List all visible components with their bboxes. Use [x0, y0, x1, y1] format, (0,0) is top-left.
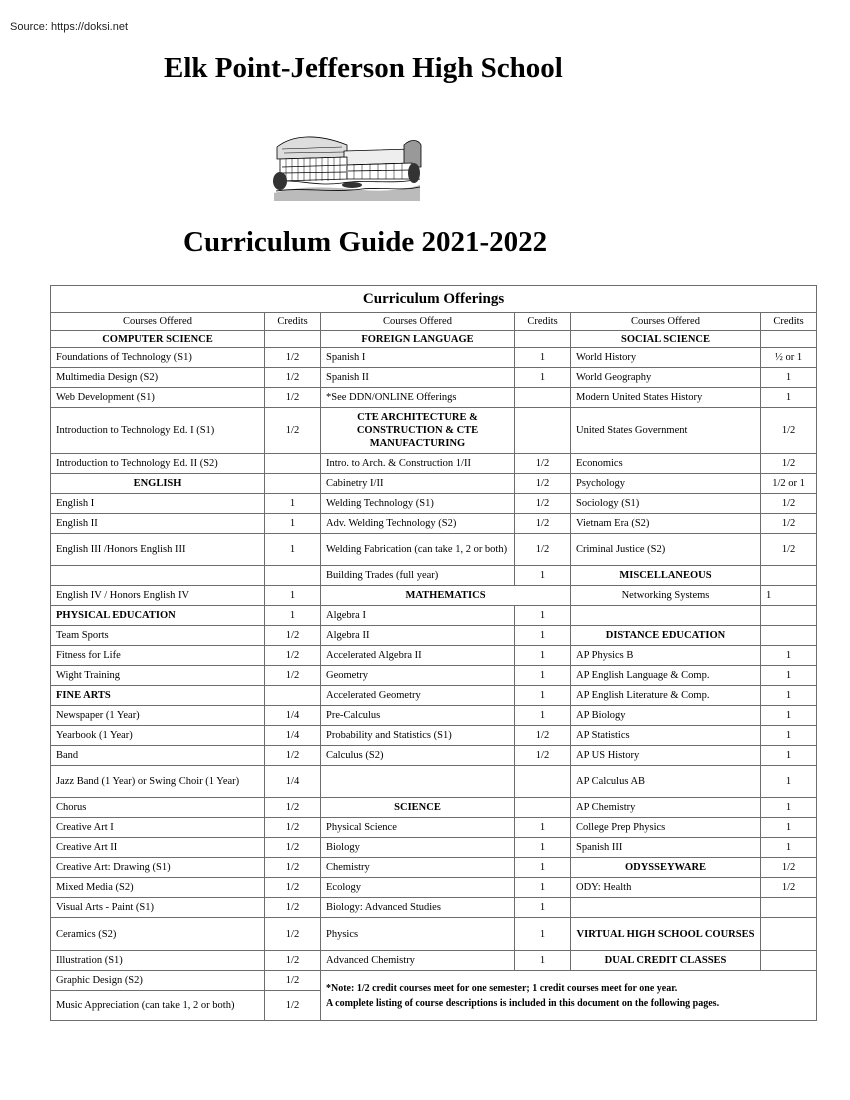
- course-cell: English IV / Honors English IV: [51, 586, 265, 606]
- credit-cell: 1/2: [265, 746, 321, 766]
- course-cell: Biology: Advanced Studies: [321, 898, 515, 918]
- course-cell: Welding Technology (S1): [321, 494, 515, 514]
- course-cell: Graphic Design (S2): [51, 971, 265, 991]
- school-building-illustration: [272, 127, 422, 207]
- section-heading: PHYSICAL EDUCATION: [51, 606, 265, 626]
- course-cell: Spanish I: [321, 348, 515, 368]
- table-row: [51, 686, 817, 706]
- course-cell: Jazz Band (1 Year) or Swing Choir (1 Year): [51, 766, 265, 798]
- credit-cell: 1/2: [761, 534, 817, 566]
- course-cell: Mixed Media (S2): [51, 878, 265, 898]
- credit-cell: 1/2: [515, 726, 571, 746]
- credit-cell: [761, 626, 817, 646]
- course-cell: World History: [571, 348, 761, 368]
- credit-cell: 1: [515, 838, 571, 858]
- credit-cell: 1: [515, 686, 571, 706]
- course-cell: Advanced Chemistry: [321, 951, 515, 971]
- credit-cell: 1/2: [265, 626, 321, 646]
- credit-cell: 1/2: [265, 818, 321, 838]
- credit-cell: 1/2: [515, 514, 571, 534]
- table-row: [51, 798, 817, 818]
- course-cell: Creative Art II: [51, 838, 265, 858]
- credit-cell: [761, 606, 817, 626]
- course-cell: Foundations of Technology (S1): [51, 348, 265, 368]
- table-row: [51, 388, 817, 408]
- course-cell: Physics: [321, 918, 515, 951]
- table-row: [51, 454, 817, 474]
- course-cell: Accelerated Geometry: [321, 686, 515, 706]
- section-heading: ENGLISH: [51, 474, 265, 494]
- course-cell: AP English Language & Comp.: [571, 666, 761, 686]
- course-cell: Accelerated Algebra II: [321, 646, 515, 666]
- credit-cell: 1/2: [761, 514, 817, 534]
- table-row: [51, 408, 817, 454]
- course-cell: Multimedia Design (S2): [51, 368, 265, 388]
- course-cell: Pre-Calculus: [321, 706, 515, 726]
- credit-cell: 1: [515, 878, 571, 898]
- course-cell: Calculus (S2): [321, 746, 515, 766]
- table-row: [51, 858, 817, 878]
- credit-cell: Networking Systems: [571, 586, 761, 606]
- credit-cell: [515, 766, 571, 798]
- table-row: [51, 918, 817, 951]
- course-cell: Welding Fabrication (can take 1, 2 or both): [321, 534, 515, 566]
- course-cell: Economics: [571, 454, 761, 474]
- credit-cell: 1: [515, 348, 571, 368]
- credit-cell: 1: [515, 646, 571, 666]
- credit-cell: 1/2: [265, 348, 321, 368]
- course-cell: English III /Honors English III: [51, 534, 265, 566]
- credit-cell: 1: [515, 898, 571, 918]
- column-header: Courses Offered: [571, 313, 761, 331]
- credit-cell: 1: [515, 566, 571, 586]
- credit-cell: [761, 898, 817, 918]
- section-heading: SCIENCE: [321, 798, 515, 818]
- course-cell: *See DDN/ONLINE Offerings: [321, 388, 515, 408]
- credit-cell: 1: [265, 606, 321, 626]
- course-cell: Intro. to Arch. & Construction 1/II: [321, 454, 515, 474]
- credit-cell: [515, 798, 571, 818]
- section-heading: FINE ARTS: [51, 686, 265, 706]
- course-cell: Algebra II: [321, 626, 515, 646]
- credit-cell: 1: [265, 494, 321, 514]
- course-cell: Wight Training: [51, 666, 265, 686]
- course-cell: 1: [761, 586, 817, 606]
- note-cell: [321, 971, 817, 1021]
- course-cell: Fitness for Life: [51, 646, 265, 666]
- credit-cell: 1/4: [265, 726, 321, 746]
- section-heading: SOCIAL SCIENCE: [571, 331, 761, 348]
- course-cell: AP Biology: [571, 706, 761, 726]
- credit-cell: 1/2: [265, 951, 321, 971]
- course-cell: AP Physics B: [571, 646, 761, 666]
- credit-cell: 1/2: [265, 646, 321, 666]
- table-row: [51, 726, 817, 746]
- credit-cell: 1: [265, 586, 321, 606]
- table-row: [51, 646, 817, 666]
- course-cell: ODY: Health: [571, 878, 761, 898]
- section-heading: FOREIGN LANGUAGE: [321, 331, 515, 348]
- credit-cell: 1: [761, 706, 817, 726]
- table-row: [51, 766, 817, 798]
- credit-cell: 1/2: [265, 666, 321, 686]
- credit-cell: 1/4: [265, 706, 321, 726]
- column-header: Courses Offered: [51, 313, 265, 331]
- credit-cell: 1: [761, 666, 817, 686]
- credit-cell: 1/2: [265, 991, 321, 1021]
- table-row: [51, 331, 817, 348]
- course-cell: Biology: [321, 838, 515, 858]
- course-cell: [51, 566, 265, 586]
- table-row: [51, 534, 817, 566]
- course-cell: [321, 766, 515, 798]
- table-row: [51, 494, 817, 514]
- credit-cell: 1/2: [761, 878, 817, 898]
- column-header: Courses Offered: [321, 313, 515, 331]
- table-row: [51, 474, 817, 494]
- credit-cell: [515, 388, 571, 408]
- course-cell: AP Chemistry: [571, 798, 761, 818]
- school-title: Elk Point-Jefferson High School: [164, 52, 563, 84]
- table-row: [51, 586, 817, 606]
- credit-cell: 1: [761, 646, 817, 666]
- credit-cell: 1/2: [265, 388, 321, 408]
- table-row: [51, 951, 817, 971]
- course-cell: Ceramics (S2): [51, 918, 265, 951]
- column-header: Credits: [515, 313, 571, 331]
- credit-cell: [761, 566, 817, 586]
- course-cell: Chemistry: [321, 858, 515, 878]
- column-header: Credits: [761, 313, 817, 331]
- credit-cell: [265, 686, 321, 706]
- credit-cell: 1/2: [265, 971, 321, 991]
- credit-cell: [265, 454, 321, 474]
- table-row: [51, 606, 817, 626]
- credit-cell: 1/2: [515, 474, 571, 494]
- note-descriptions: A complete listing of course descriptions is included in this document on the following pages.: [326, 997, 720, 1009]
- credit-cell: 1/2 or 1: [761, 474, 817, 494]
- course-cell: Spanish II: [321, 368, 515, 388]
- credit-cell: 1: [515, 606, 571, 626]
- credit-cell: [265, 331, 321, 348]
- course-cell: Creative Art I: [51, 818, 265, 838]
- credit-cell: 1: [265, 514, 321, 534]
- table-row: [51, 348, 817, 368]
- course-cell: Vietnam Era (S2): [571, 514, 761, 534]
- course-cell: Music Appreciation (can take 1, 2 or both): [51, 991, 265, 1021]
- credit-cell: 1: [761, 726, 817, 746]
- section-heading: VIRTUAL HIGH SCHOOL COURSES: [571, 918, 761, 951]
- credit-cell: 1/2: [265, 838, 321, 858]
- credit-cell: 1/2: [515, 746, 571, 766]
- course-cell: Adv. Welding Technology (S2): [321, 514, 515, 534]
- course-cell: Psychology: [571, 474, 761, 494]
- header-row: [51, 313, 817, 331]
- section-heading: ODYSSEYWARE: [571, 858, 761, 878]
- course-cell: Chorus: [51, 798, 265, 818]
- credit-cell: 1: [761, 766, 817, 798]
- course-cell: English II: [51, 514, 265, 534]
- credit-cell: 1/2: [265, 918, 321, 951]
- section-heading: DUAL CREDIT CLASSES: [571, 951, 761, 971]
- course-cell: Geometry: [321, 666, 515, 686]
- credit-cell: [515, 331, 571, 348]
- credit-cell: 1/2: [515, 454, 571, 474]
- credit-cell: 1/2: [515, 494, 571, 514]
- credit-cell: 1/2: [265, 898, 321, 918]
- section-heading: MATHEMATICS: [321, 586, 571, 606]
- credit-cell: 1: [761, 798, 817, 818]
- table-row: [51, 838, 817, 858]
- credit-cell: 1: [761, 818, 817, 838]
- course-cell: Cabinetry I/II: [321, 474, 515, 494]
- credit-cell: 1: [515, 818, 571, 838]
- credit-cell: 1/2: [265, 408, 321, 454]
- credit-cell: 1/2: [761, 408, 817, 454]
- source-label: Source: https://doksi.net: [10, 21, 129, 33]
- credit-cell: 1: [265, 534, 321, 566]
- credit-cell: [265, 566, 321, 586]
- course-cell: Visual Arts - Paint (S1): [51, 898, 265, 918]
- course-cell: Criminal Justice (S2): [571, 534, 761, 566]
- table-caption: Curriculum Offerings: [51, 286, 817, 313]
- course-cell: Building Trades (full year): [321, 566, 515, 586]
- course-cell: Physical Science: [321, 818, 515, 838]
- credit-cell: 1: [515, 666, 571, 686]
- credit-cell: 1/4: [265, 766, 321, 798]
- credit-cell: 1/2: [761, 858, 817, 878]
- credit-cell: 1: [515, 626, 571, 646]
- curriculum-table: [50, 285, 817, 1021]
- credit-cell: [265, 474, 321, 494]
- course-cell: Band: [51, 746, 265, 766]
- column-header: Credits: [265, 313, 321, 331]
- course-cell: Team Sports: [51, 626, 265, 646]
- credit-cell: 1/2: [265, 858, 321, 878]
- table-row: [51, 878, 817, 898]
- section-heading: DISTANCE EDUCATION: [571, 626, 761, 646]
- table-row: [51, 566, 817, 586]
- credit-cell: 1/2: [265, 798, 321, 818]
- credit-cell: 1: [761, 686, 817, 706]
- course-cell: AP US History: [571, 746, 761, 766]
- credit-cell: [515, 408, 571, 454]
- course-cell: Modern United States History: [571, 388, 761, 408]
- course-cell: United States Government: [571, 408, 761, 454]
- credit-cell: 1: [515, 918, 571, 951]
- credit-cell: 1: [761, 388, 817, 408]
- course-cell: Creative Art: Drawing (S1): [51, 858, 265, 878]
- note-semester: *Note: 1/2 credit courses meet for one semester; 1 credit courses meet for one year.: [326, 982, 678, 994]
- credit-cell: [761, 951, 817, 971]
- credit-cell: [761, 331, 817, 348]
- course-cell: AP Calculus AB: [571, 766, 761, 798]
- course-cell: [571, 606, 761, 626]
- credit-cell: ½ or 1: [761, 348, 817, 368]
- course-cell: Yearbook (1 Year): [51, 726, 265, 746]
- course-cell: English I: [51, 494, 265, 514]
- credit-cell: 1/2: [761, 454, 817, 474]
- credit-cell: [761, 918, 817, 951]
- credit-cell: 1: [515, 858, 571, 878]
- credit-cell: 1: [515, 706, 571, 726]
- table-row: [51, 898, 817, 918]
- course-cell: Spanish III: [571, 838, 761, 858]
- credit-cell: 1/2: [515, 534, 571, 566]
- table-row: [51, 971, 817, 991]
- course-cell: Algebra I: [321, 606, 515, 626]
- table-row: [51, 626, 817, 646]
- course-cell: [571, 898, 761, 918]
- credit-cell: 1: [761, 746, 817, 766]
- table-row: [51, 368, 817, 388]
- table-row: [51, 818, 817, 838]
- section-heading: CTE ARCHITECTURE & CONSTRUCTION & CTE MANUFACTURING: [321, 408, 515, 454]
- course-cell: World Geography: [571, 368, 761, 388]
- course-cell: Introduction to Technology Ed. II (S2): [51, 454, 265, 474]
- course-cell: Ecology: [321, 878, 515, 898]
- credit-cell: 1: [761, 368, 817, 388]
- credit-cell: 1: [515, 368, 571, 388]
- table-row: [51, 706, 817, 726]
- table-row: [51, 746, 817, 766]
- course-cell: Web Development (S1): [51, 388, 265, 408]
- course-cell: AP English Literature & Comp.: [571, 686, 761, 706]
- credit-cell: 1/2: [265, 368, 321, 388]
- course-cell: Sociology (S1): [571, 494, 761, 514]
- credit-cell: 1: [515, 951, 571, 971]
- course-cell: Probability and Statistics (S1): [321, 726, 515, 746]
- course-cell: College Prep Physics: [571, 818, 761, 838]
- credit-cell: 1/2: [761, 494, 817, 514]
- course-cell: Introduction to Technology Ed. I (S1): [51, 408, 265, 454]
- guide-title: Curriculum Guide 2021-2022: [183, 226, 548, 258]
- credit-cell: 1/2: [265, 878, 321, 898]
- table-row: [51, 666, 817, 686]
- credit-cell: 1: [761, 838, 817, 858]
- course-cell: Illustration (S1): [51, 951, 265, 971]
- section-heading: MISCELLANEOUS: [571, 566, 761, 586]
- course-cell: Newspaper (1 Year): [51, 706, 265, 726]
- course-cell: AP Statistics: [571, 726, 761, 746]
- table-row: [51, 514, 817, 534]
- section-heading: COMPUTER SCIENCE: [51, 331, 265, 348]
- table-caption-row: [51, 286, 817, 313]
